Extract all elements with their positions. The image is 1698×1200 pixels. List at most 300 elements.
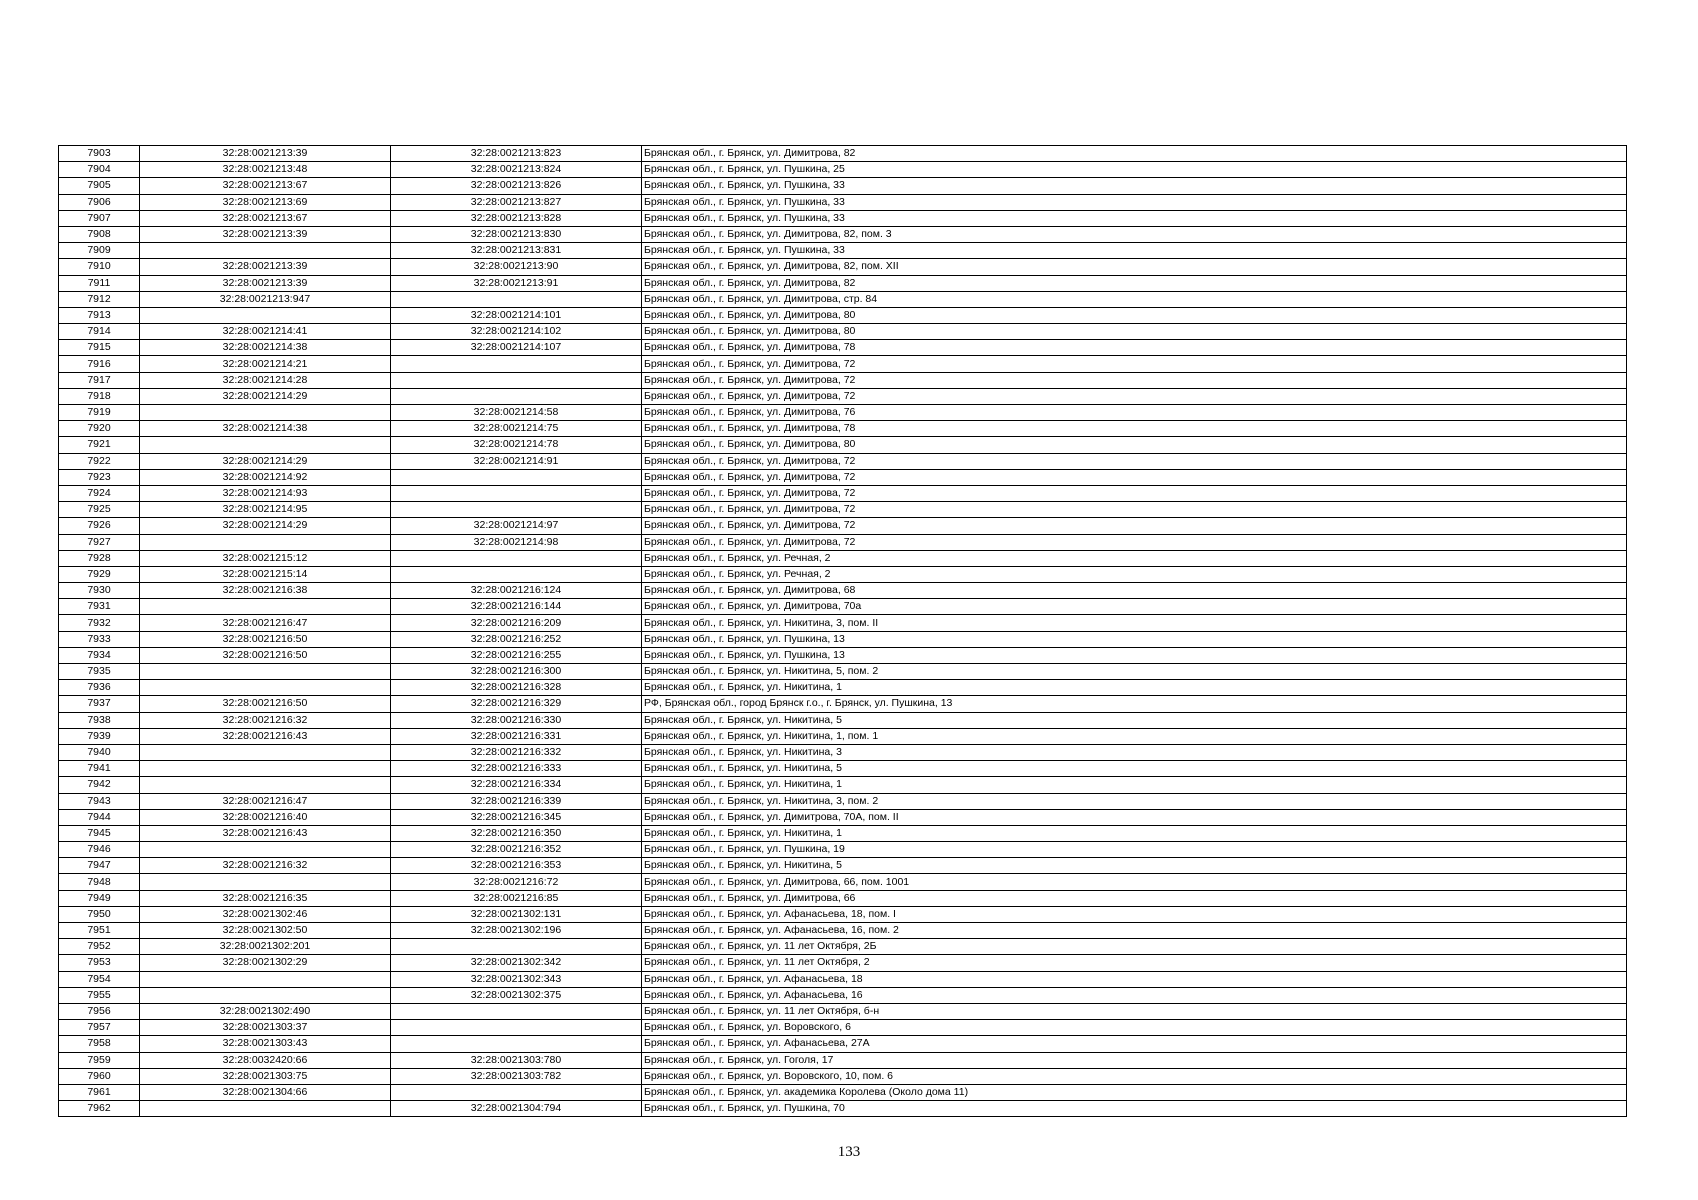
row-number-cell: 7916: [59, 356, 140, 372]
row-number-cell: 7943: [59, 793, 140, 809]
row-number-cell: 7924: [59, 485, 140, 501]
parcel-number-cell: 32:28:0021302:50: [140, 923, 391, 939]
object-number-cell: 32:28:0021216:333: [391, 761, 642, 777]
row-number-cell: 7930: [59, 583, 140, 599]
object-number-cell: 32:28:0021213:831: [391, 243, 642, 259]
parcel-number-cell: [140, 874, 391, 890]
row-number-cell: 7912: [59, 291, 140, 307]
parcel-number-cell: 32:28:0021216:43: [140, 825, 391, 841]
table-row: [59, 275, 1627, 291]
object-number-cell: 32:28:0021216:144: [391, 599, 642, 615]
row-number-cell: 7926: [59, 518, 140, 534]
parcel-number-cell: [140, 680, 391, 696]
table-row: [59, 599, 1627, 615]
table-row: [59, 485, 1627, 501]
row-number-cell: 7958: [59, 1036, 140, 1052]
address-cell: Брянская обл., г. Брянск, ул. Никитина, 1: [642, 680, 1627, 696]
row-number-cell: 7957: [59, 1020, 140, 1036]
parcel-number-cell: 32:28:0021214:38: [140, 340, 391, 356]
row-number-cell: 7921: [59, 437, 140, 453]
row-number-cell: 7908: [59, 226, 140, 242]
address-cell: Брянская обл., г. Брянск, ул. Димитрова, 72: [642, 372, 1627, 388]
object-number-cell: 32:28:0021213:826: [391, 178, 642, 194]
address-cell: Брянская обл., г. Брянск, ул. Димитрова, 82: [642, 146, 1627, 162]
parcel-number-cell: 32:28:0021303:43: [140, 1036, 391, 1052]
address-cell: Брянская обл., г. Брянск, ул. Афанасьева, 27А: [642, 1036, 1627, 1052]
parcel-number-cell: [140, 664, 391, 680]
address-cell: Брянская обл., г. Брянск, ул. Пушкина, 13: [642, 647, 1627, 663]
object-number-cell: 32:28:0021304:794: [391, 1101, 642, 1117]
table-row: [59, 1003, 1627, 1019]
table-row: [59, 842, 1627, 858]
row-number-cell: 7910: [59, 259, 140, 275]
parcel-number-cell: 32:28:0021213:947: [140, 291, 391, 307]
table-row: [59, 146, 1627, 162]
row-number-cell: 7944: [59, 809, 140, 825]
parcel-number-cell: [140, 971, 391, 987]
address-cell: Брянская обл., г. Брянск, ул. Димитрова, 80: [642, 324, 1627, 340]
object-number-cell: 32:28:0021302:343: [391, 971, 642, 987]
object-number-cell: 32:28:0021214:78: [391, 437, 642, 453]
table-row: [59, 890, 1627, 906]
address-cell: Брянская обл., г. Брянск, ул. Афанасьева, 18: [642, 971, 1627, 987]
table-row: [59, 825, 1627, 841]
address-cell: Брянская обл., г. Брянск, ул. Пушкина, 13: [642, 631, 1627, 647]
row-number-cell: 7903: [59, 146, 140, 162]
table-row: [59, 307, 1627, 323]
address-cell: Брянская обл., г. Брянск, ул. Димитрова, 78: [642, 421, 1627, 437]
page-number: 133: [837, 1144, 861, 1160]
object-number-cell: 32:28:0021216:300: [391, 664, 642, 680]
table-row: [59, 550, 1627, 566]
parcel-number-cell: 32:28:0021302:490: [140, 1003, 391, 1019]
row-number-cell: 7923: [59, 469, 140, 485]
row-number-cell: 7914: [59, 324, 140, 340]
address-cell: Брянская обл., г. Брянск, ул. Пушкина, 70: [642, 1101, 1627, 1117]
table-row: [59, 809, 1627, 825]
parcel-number-cell: 32:28:0021216:40: [140, 809, 391, 825]
object-number-cell: 32:28:0021302:375: [391, 987, 642, 1003]
parcel-number-cell: 32:28:0021213:67: [140, 210, 391, 226]
parcel-number-cell: 32:28:0021303:37: [140, 1020, 391, 1036]
parcel-number-cell: 32:28:0021213:39: [140, 226, 391, 242]
object-number-cell: 32:28:0021216:252: [391, 631, 642, 647]
parcel-number-cell: 32:28:0021302:201: [140, 939, 391, 955]
row-number-cell: 7960: [59, 1068, 140, 1084]
address-cell: Брянская обл., г. Брянск, ул. Димитрова, 72: [642, 453, 1627, 469]
table-row: [59, 243, 1627, 259]
table-row: [59, 858, 1627, 874]
address-cell: Брянская обл., г. Брянск, ул. Димитрова, 82, пом. 3: [642, 226, 1627, 242]
object-number-cell: 32:28:0021216:352: [391, 842, 642, 858]
row-number-cell: 7922: [59, 453, 140, 469]
address-cell: Брянская обл., г. Брянск, ул. Никитина, 5: [642, 712, 1627, 728]
row-number-cell: 7949: [59, 890, 140, 906]
parcel-number-cell: 32:28:0021213:39: [140, 275, 391, 291]
row-number-cell: 7905: [59, 178, 140, 194]
address-cell: Брянская обл., г. Брянск, ул. Димитрова, 72: [642, 469, 1627, 485]
address-cell: Брянская обл., г. Брянск, ул. Пушкина, 33: [642, 178, 1627, 194]
parcel-number-cell: 32:28:0021213:67: [140, 178, 391, 194]
row-number-cell: 7959: [59, 1052, 140, 1068]
table-row: [59, 712, 1627, 728]
row-number-cell: 7961: [59, 1084, 140, 1100]
parcel-number-cell: 32:28:0021214:92: [140, 469, 391, 485]
row-number-cell: 7917: [59, 372, 140, 388]
address-cell: Брянская обл., г. Брянск, ул. Никитина, 1: [642, 825, 1627, 841]
address-cell: Брянская обл., г. Брянск, ул. Димитрова, 80: [642, 307, 1627, 323]
object-number-cell: [391, 356, 642, 372]
address-cell: Брянская обл., г. Брянск, ул. Димитрова, 72: [642, 388, 1627, 404]
object-number-cell: 32:28:0021216:350: [391, 825, 642, 841]
row-number-cell: 7954: [59, 971, 140, 987]
object-number-cell: [391, 469, 642, 485]
address-cell: Брянская обл., г. Брянск, ул. Пушкина, 33: [642, 210, 1627, 226]
parcel-number-cell: 32:28:0021214:29: [140, 388, 391, 404]
address-cell: Брянская обл., г. Брянск, ул. Димитрова, 82, пом. XII: [642, 259, 1627, 275]
object-number-cell: [391, 550, 642, 566]
object-number-cell: [391, 485, 642, 501]
table-row: [59, 761, 1627, 777]
object-number-cell: [391, 1036, 642, 1052]
object-number-cell: 32:28:0021214:101: [391, 307, 642, 323]
table-row: [59, 437, 1627, 453]
parcel-number-cell: [140, 1101, 391, 1117]
row-number-cell: 7928: [59, 550, 140, 566]
parcel-number-cell: 32:28:0021214:93: [140, 485, 391, 501]
parcel-number-cell: [140, 777, 391, 793]
table-row: [59, 469, 1627, 485]
table-row: [59, 793, 1627, 809]
table-row: [59, 372, 1627, 388]
row-number-cell: 7909: [59, 243, 140, 259]
table-row: [59, 939, 1627, 955]
object-number-cell: 32:28:0021302:342: [391, 955, 642, 971]
row-number-cell: 7911: [59, 275, 140, 291]
parcel-number-cell: 32:28:0021214:95: [140, 502, 391, 518]
row-number-cell: 7919: [59, 405, 140, 421]
row-number-cell: 7951: [59, 923, 140, 939]
table-row: [59, 680, 1627, 696]
table-row: [59, 1020, 1627, 1036]
table-row: [59, 324, 1627, 340]
table-row: [59, 874, 1627, 890]
table-row: [59, 696, 1627, 712]
table-row: [59, 340, 1627, 356]
table-row: [59, 744, 1627, 760]
object-number-cell: 32:28:0021303:782: [391, 1068, 642, 1084]
address-cell: Брянская обл., г. Брянск, ул. Никитина, 1, пом. 1: [642, 728, 1627, 744]
row-number-cell: 7955: [59, 987, 140, 1003]
row-number-cell: 7933: [59, 631, 140, 647]
row-number-cell: 7929: [59, 566, 140, 582]
row-number-cell: 7938: [59, 712, 140, 728]
table-row: [59, 518, 1627, 534]
table-row: [59, 534, 1627, 550]
table-row: [59, 615, 1627, 631]
parcel-number-cell: 32:28:0021303:75: [140, 1068, 391, 1084]
parcel-number-cell: 32:28:0021213:48: [140, 162, 391, 178]
row-number-cell: 7907: [59, 210, 140, 226]
table-row: [59, 647, 1627, 663]
object-number-cell: 32:28:0021216:124: [391, 583, 642, 599]
address-cell: Брянская обл., г. Брянск, ул. Никитина, 5: [642, 858, 1627, 874]
object-number-cell: [391, 939, 642, 955]
table-row: [59, 728, 1627, 744]
address-cell: Брянская обл., г. Брянск, ул. Речная, 2: [642, 566, 1627, 582]
object-number-cell: [391, 1084, 642, 1100]
row-number-cell: 7948: [59, 874, 140, 890]
parcel-number-cell: 32:28:0021216:32: [140, 712, 391, 728]
table-row: [59, 906, 1627, 922]
address-cell: Брянская обл., г. Брянск, ул. Никитина, 3: [642, 744, 1627, 760]
parcel-number-cell: 32:28:0032420:66: [140, 1052, 391, 1068]
object-number-cell: 32:28:0021213:824: [391, 162, 642, 178]
object-number-cell: [391, 502, 642, 518]
address-cell: Брянская обл., г. Брянск, ул. Димитрова, 70а: [642, 599, 1627, 615]
parcel-number-cell: 32:28:0021213:69: [140, 194, 391, 210]
object-number-cell: 32:28:0021213:830: [391, 226, 642, 242]
object-number-cell: 32:28:0021216:85: [391, 890, 642, 906]
parcel-number-cell: 32:28:0021215:12: [140, 550, 391, 566]
object-number-cell: 32:28:0021216:339: [391, 793, 642, 809]
table-row: [59, 178, 1627, 194]
registry-sheet: [58, 145, 1626, 1117]
row-number-cell: 7947: [59, 858, 140, 874]
parcel-number-cell: 32:28:0021302:29: [140, 955, 391, 971]
address-cell: Брянская обл., г. Брянск, ул. Пушкина, 33: [642, 243, 1627, 259]
table-row: [59, 405, 1627, 421]
object-number-cell: 32:28:0021213:828: [391, 210, 642, 226]
address-cell: Брянская обл., г. Брянск, ул. Афанасьева, 18, пом. I: [642, 906, 1627, 922]
table-row: [59, 1084, 1627, 1100]
address-cell: Брянская обл., г. Брянск, ул. Димитрова, 72: [642, 534, 1627, 550]
object-number-cell: 32:28:0021216:331: [391, 728, 642, 744]
address-cell: Брянская обл., г. Брянск, ул. 11 лет Октября, 2: [642, 955, 1627, 971]
object-number-cell: 32:28:0021303:780: [391, 1052, 642, 1068]
address-cell: Брянская обл., г. Брянск, ул. Димитрова, 70А, пом. II: [642, 809, 1627, 825]
parcel-number-cell: [140, 842, 391, 858]
object-number-cell: 32:28:0021216:329: [391, 696, 642, 712]
address-cell: Брянская обл., г. Брянск, ул. Никитина, 3, пом. 2: [642, 793, 1627, 809]
object-number-cell: 32:28:0021216:72: [391, 874, 642, 890]
parcel-number-cell: 32:28:0021216:38: [140, 583, 391, 599]
row-number-cell: 7931: [59, 599, 140, 615]
parcel-number-cell: 32:28:0021215:14: [140, 566, 391, 582]
table-row: [59, 356, 1627, 372]
table-row: [59, 388, 1627, 404]
row-number-cell: 7925: [59, 502, 140, 518]
table-row: [59, 421, 1627, 437]
object-number-cell: 32:28:0021216:332: [391, 744, 642, 760]
parcel-number-cell: [140, 599, 391, 615]
parcel-number-cell: 32:28:0021216:32: [140, 858, 391, 874]
parcel-number-cell: 32:28:0021213:39: [140, 259, 391, 275]
object-number-cell: 32:28:0021214:91: [391, 453, 642, 469]
parcel-number-cell: [140, 744, 391, 760]
registry-table-body: [59, 146, 1627, 1117]
address-cell: Брянская обл., г. Брянск, ул. 11 лет Октября, 2Б: [642, 939, 1627, 955]
parcel-number-cell: [140, 243, 391, 259]
object-number-cell: 32:28:0021214:102: [391, 324, 642, 340]
object-number-cell: 32:28:0021213:90: [391, 259, 642, 275]
object-number-cell: 32:28:0021214:97: [391, 518, 642, 534]
object-number-cell: 32:28:0021216:255: [391, 647, 642, 663]
row-number-cell: 7932: [59, 615, 140, 631]
object-number-cell: 32:28:0021213:91: [391, 275, 642, 291]
row-number-cell: 7939: [59, 728, 140, 744]
row-number-cell: 7942: [59, 777, 140, 793]
table-row: [59, 291, 1627, 307]
address-cell: Брянская обл., г. Брянск, ул. Димитрова, стр. 84: [642, 291, 1627, 307]
parcel-number-cell: 32:28:0021302:46: [140, 906, 391, 922]
object-number-cell: 32:28:0021214:98: [391, 534, 642, 550]
object-number-cell: 32:28:0021216:209: [391, 615, 642, 631]
row-number-cell: 7962: [59, 1101, 140, 1117]
row-number-cell: 7920: [59, 421, 140, 437]
row-number-cell: 7941: [59, 761, 140, 777]
table-row: [59, 583, 1627, 599]
address-cell: Брянская обл., г. Брянск, ул. Димитрова, 72: [642, 502, 1627, 518]
table-row: [59, 923, 1627, 939]
address-cell: Брянская обл., г. Брянск, ул. Афанасьева, 16: [642, 987, 1627, 1003]
object-number-cell: 32:28:0021302:131: [391, 906, 642, 922]
address-cell: Брянская обл., г. Брянск, ул. 11 лет Октября, б-н: [642, 1003, 1627, 1019]
address-cell: Брянская обл., г. Брянск, ул. Никитина, 5, пом. 2: [642, 664, 1627, 680]
parcel-number-cell: 32:28:0021216:35: [140, 890, 391, 906]
parcel-number-cell: 32:28:0021213:39: [140, 146, 391, 162]
address-cell: РФ, Брянская обл., город Брянск г.о., г. Брянск, ул. Пушкина, 13: [642, 696, 1627, 712]
parcel-number-cell: 32:28:0021214:28: [140, 372, 391, 388]
table-row: [59, 955, 1627, 971]
address-cell: Брянская обл., г. Брянск, ул. Димитрова, 78: [642, 340, 1627, 356]
table-row: [59, 194, 1627, 210]
address-cell: Брянская обл., г. Брянск, ул. Димитрова, 72: [642, 518, 1627, 534]
object-number-cell: 32:28:0021216:328: [391, 680, 642, 696]
row-number-cell: 7918: [59, 388, 140, 404]
object-number-cell: [391, 566, 642, 582]
registry-table: [58, 145, 1627, 1117]
parcel-number-cell: 32:28:0021216:47: [140, 615, 391, 631]
table-row: [59, 971, 1627, 987]
table-row: [59, 1101, 1627, 1117]
object-number-cell: 32:28:0021216:345: [391, 809, 642, 825]
table-row: [59, 226, 1627, 242]
object-number-cell: [391, 1003, 642, 1019]
parcel-number-cell: 32:28:0021216:50: [140, 696, 391, 712]
parcel-number-cell: 32:28:0021214:41: [140, 324, 391, 340]
table-row: [59, 453, 1627, 469]
row-number-cell: 7906: [59, 194, 140, 210]
parcel-number-cell: 32:28:0021304:66: [140, 1084, 391, 1100]
address-cell: Брянская обл., г. Брянск, ул. Димитрова, 76: [642, 405, 1627, 421]
object-number-cell: 32:28:0021216:334: [391, 777, 642, 793]
table-row: [59, 777, 1627, 793]
parcel-number-cell: 32:28:0021216:47: [140, 793, 391, 809]
row-number-cell: 7915: [59, 340, 140, 356]
address-cell: Брянская обл., г. Брянск, ул. Димитрова, 66: [642, 890, 1627, 906]
parcel-number-cell: 32:28:0021214:29: [140, 518, 391, 534]
parcel-number-cell: 32:28:0021214:21: [140, 356, 391, 372]
address-cell: Брянская обл., г. Брянск, ул. Речная, 2: [642, 550, 1627, 566]
object-number-cell: 32:28:0021302:196: [391, 923, 642, 939]
parcel-number-cell: [140, 405, 391, 421]
address-cell: Брянская обл., г. Брянск, ул. Пушкина, 19: [642, 842, 1627, 858]
row-number-cell: 7913: [59, 307, 140, 323]
address-cell: Брянская обл., г. Брянск, ул. Никитина, 3, пом. II: [642, 615, 1627, 631]
address-cell: Брянская обл., г. Брянск, ул. академика Королева (Около дома 11): [642, 1084, 1627, 1100]
row-number-cell: 7946: [59, 842, 140, 858]
address-cell: Брянская обл., г. Брянск, ул. Димитрова, 66, пом. 1001: [642, 874, 1627, 890]
table-row: [59, 259, 1627, 275]
address-cell: Брянская обл., г. Брянск, ул. Димитрова, 82: [642, 275, 1627, 291]
row-number-cell: 7935: [59, 664, 140, 680]
address-cell: Брянская обл., г. Брянск, ул. Никитина, 1: [642, 777, 1627, 793]
table-row: [59, 210, 1627, 226]
row-number-cell: 7956: [59, 1003, 140, 1019]
address-cell: Брянская обл., г. Брянск, ул. Димитрова, 72: [642, 356, 1627, 372]
row-number-cell: 7927: [59, 534, 140, 550]
parcel-number-cell: 32:28:0021216:43: [140, 728, 391, 744]
row-number-cell: 7936: [59, 680, 140, 696]
object-number-cell: 32:28:0021214:107: [391, 340, 642, 356]
table-row: [59, 1052, 1627, 1068]
table-row: [59, 162, 1627, 178]
table-row: [59, 502, 1627, 518]
object-number-cell: 32:28:0021216:330: [391, 712, 642, 728]
address-cell: Брянская обл., г. Брянск, ул. Гоголя, 17: [642, 1052, 1627, 1068]
object-number-cell: 32:28:0021213:827: [391, 194, 642, 210]
address-cell: Брянская обл., г. Брянск, ул. Афанасьева, 16, пом. 2: [642, 923, 1627, 939]
row-number-cell: 7940: [59, 744, 140, 760]
object-number-cell: 32:28:0021213:823: [391, 146, 642, 162]
parcel-number-cell: 32:28:0021216:50: [140, 631, 391, 647]
object-number-cell: 32:28:0021214:75: [391, 421, 642, 437]
address-cell: Брянская обл., г. Брянск, ул. Димитрова, 72: [642, 485, 1627, 501]
address-cell: Брянская обл., г. Брянск, ул. Пушкина, 25: [642, 162, 1627, 178]
row-number-cell: 7904: [59, 162, 140, 178]
row-number-cell: 7934: [59, 647, 140, 663]
row-number-cell: 7953: [59, 955, 140, 971]
parcel-number-cell: [140, 987, 391, 1003]
address-cell: Брянская обл., г. Брянск, ул. Воровского, 10, пом. 6: [642, 1068, 1627, 1084]
row-number-cell: 7945: [59, 825, 140, 841]
table-row: [59, 987, 1627, 1003]
row-number-cell: 7937: [59, 696, 140, 712]
address-cell: Брянская обл., г. Брянск, ул. Никитина, 5: [642, 761, 1627, 777]
parcel-number-cell: 32:28:0021216:50: [140, 647, 391, 663]
parcel-number-cell: [140, 761, 391, 777]
row-number-cell: 7950: [59, 906, 140, 922]
table-row: [59, 631, 1627, 647]
table-row: [59, 1036, 1627, 1052]
object-number-cell: [391, 291, 642, 307]
object-number-cell: 32:28:0021214:58: [391, 405, 642, 421]
parcel-number-cell: [140, 534, 391, 550]
object-number-cell: 32:28:0021216:353: [391, 858, 642, 874]
address-cell: Брянская обл., г. Брянск, ул. Димитрова, 68: [642, 583, 1627, 599]
row-number-cell: 7952: [59, 939, 140, 955]
parcel-number-cell: [140, 437, 391, 453]
address-cell: Брянская обл., г. Брянск, ул. Пушкина, 33: [642, 194, 1627, 210]
object-number-cell: [391, 1020, 642, 1036]
table-row: [59, 566, 1627, 582]
table-row: [59, 1068, 1627, 1084]
address-cell: Брянская обл., г. Брянск, ул. Димитрова, 80: [642, 437, 1627, 453]
address-cell: Брянская обл., г. Брянск, ул. Воровского, 6: [642, 1020, 1627, 1036]
parcel-number-cell: 32:28:0021214:29: [140, 453, 391, 469]
object-number-cell: [391, 388, 642, 404]
